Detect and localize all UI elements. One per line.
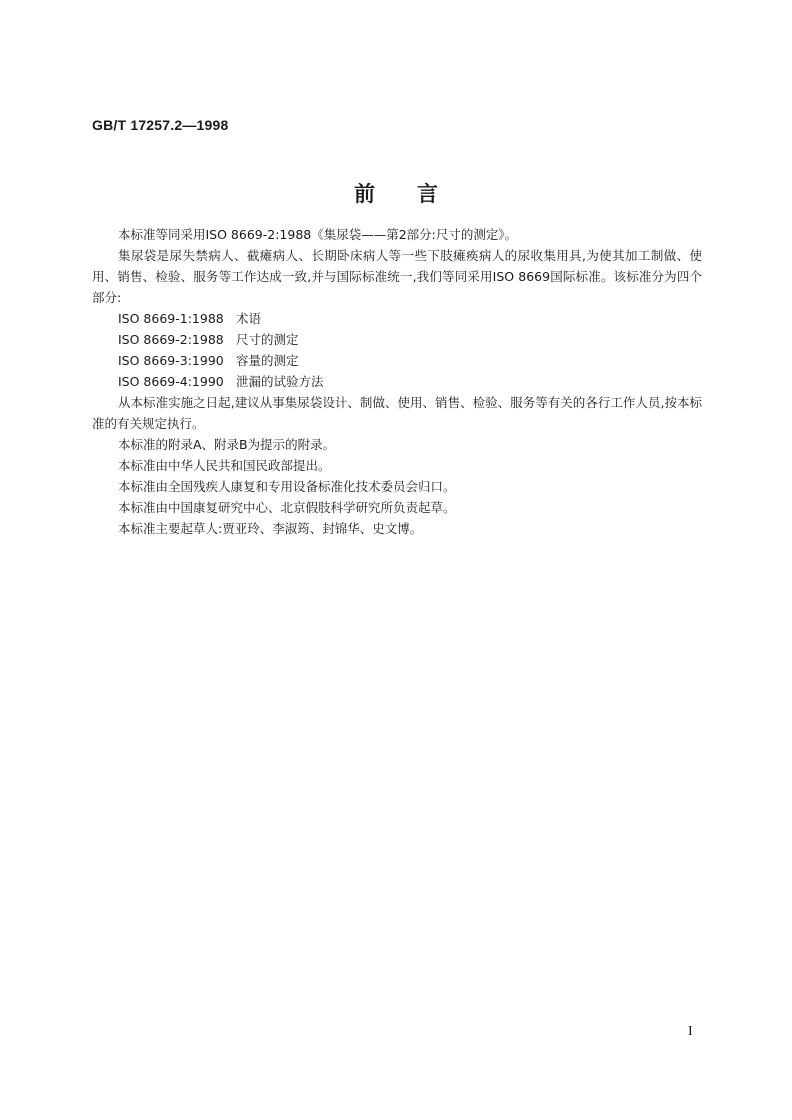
part-code: ISO 8669-4:1990 [118,374,224,389]
list-item [92,329,702,350]
list-item [92,350,702,371]
part-name: 尺寸的测定 [236,332,299,347]
title-char-1: 前 [354,182,375,206]
paragraph-proposer: 本标准由中华人民共和国民政部提出。 [118,458,331,473]
paragraph-adoption: 本标准等同采用ISO 8669-2:1988《集尿袋——第2部分:尺寸的测定》。 [118,227,518,242]
title-char-2: 言 [417,182,438,206]
part-name: 术语 [236,311,262,326]
page-title [0,178,792,208]
paragraph-implementation: 从本标准实施之日起,建议从事集尿袋设计、制做、使用、销售、检验、服务等有关的各行工作人员,按本标准的有关规定执行。 [92,395,702,431]
parts-list [92,308,702,392]
paragraph-drafting-org: 本标准由中国康复研究中心、北京假肢科学研究所负责起草。 [118,500,456,515]
paragraph-committee: 本标准由全国残疾人康复和专用设备标准化技术委员会归口。 [118,479,456,494]
standard-code: GB/T 17257.2—1998 [92,117,229,133]
paragraph-drafters: 本标准主要起草人:贾亚玲、李淑筠、封锦华、史文博。 [118,521,423,536]
part-code: ISO 8669-2:1988 [118,332,224,347]
part-name: 容量的测定 [236,353,299,368]
page-number: I [688,1024,693,1039]
part-name: 泄漏的试验方法 [236,374,324,389]
part-code: ISO 8669-1:1988 [118,311,224,326]
paragraph-appendix: 本标准的附录A、附录B为提示的附录。 [118,437,336,452]
foreword-body [92,224,702,539]
list-item [92,371,702,392]
list-item [92,308,702,329]
paragraph-description: 集尿袋是尿失禁病人、截瘫病人、长期卧床病人等一些下肢瘫痪病人的尿收集用具,为使其加工制做、使用、销售、检验、服务等工作达成一致,并与国际标准统一,我们等同采用ISO 8669国际标准。该标准分为四个部分: [92,248,702,305]
part-code: ISO 8669-3:1990 [118,353,224,368]
